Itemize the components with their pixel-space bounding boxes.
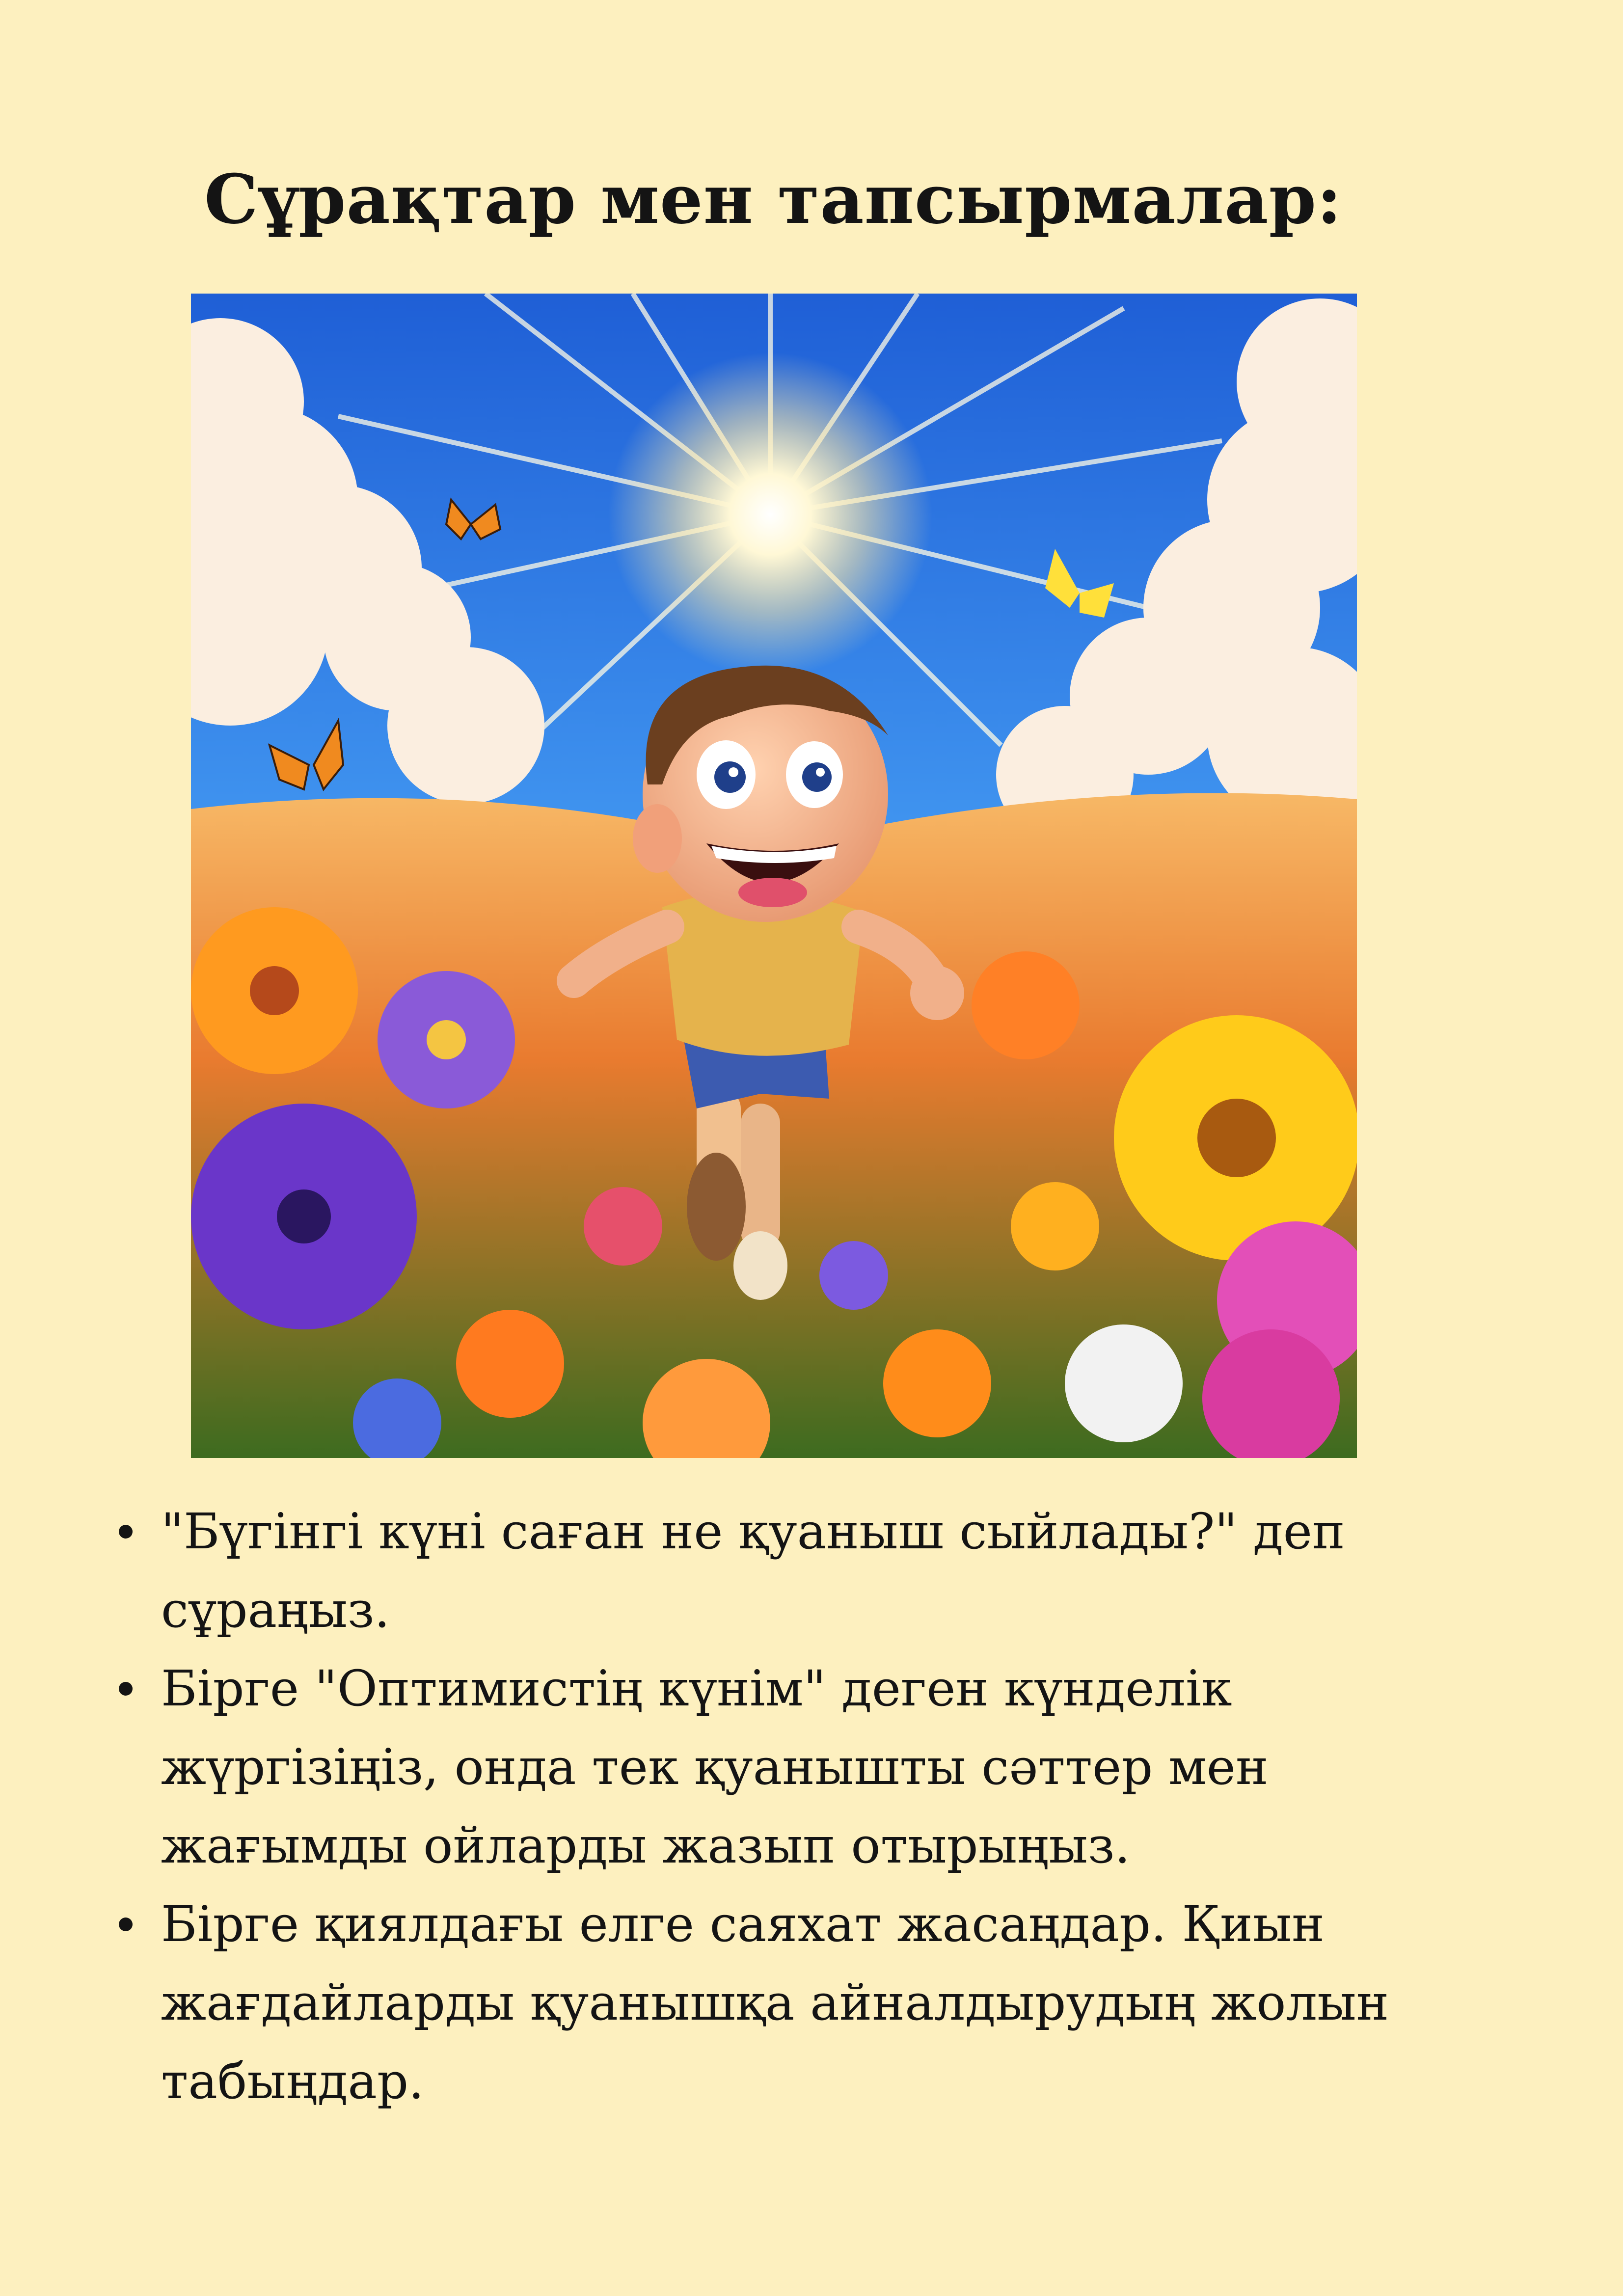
task-text: Бірге қиялдағы елге саяхат жасаңдар. Қиын жағдайларды қуанышқа айналдырудың жолын табыңдар. [161,1895,1389,2110]
task-text: "Бүгінгі күні саған не қуаныш сыйлады?" деп сұраңыз. [161,1503,1345,1639]
bullet-icon [119,1918,133,1931]
illustration-image [191,294,1357,1458]
bullet-icon [119,1525,133,1539]
page-title: Сұрақтар мен тапсырмалар: [204,159,1343,239]
bullet-icon [119,1682,133,1696]
sun [608,352,932,676]
task-item [112,1649,1511,1885]
task-item [112,1885,1511,2121]
task-list [112,1492,1511,2121]
task-item [112,1492,1511,1649]
task-text: Бірге "Оптимистің күнім" деген күнделік жүргізіңіз, онда тек қуанышты сәттер мен жағымды ойларды жазып отырыңыз. [161,1660,1269,1874]
